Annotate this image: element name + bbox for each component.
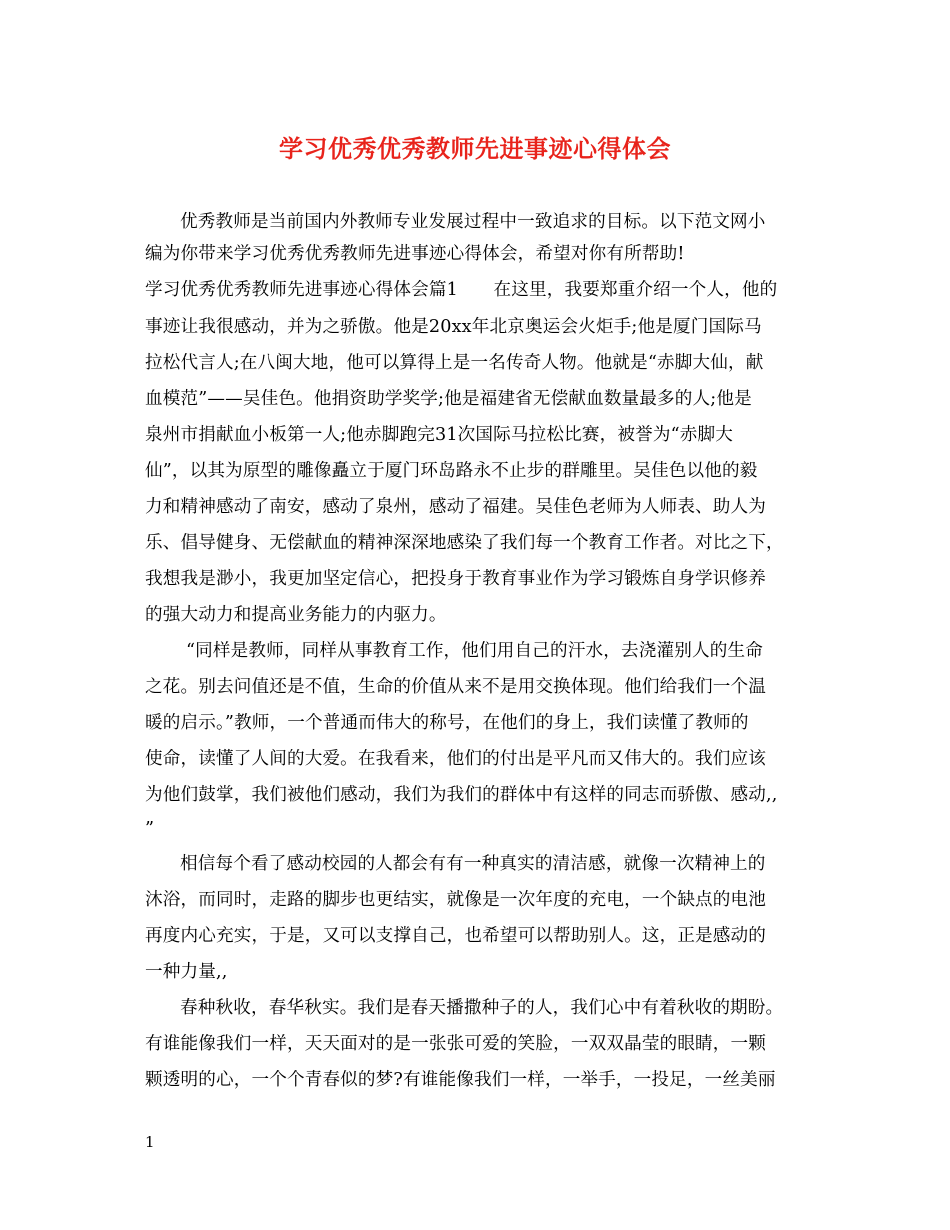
body-line: 暖的启示。”教师，一个普通而伟大的称号，在他们的身上，我们读懂了教师的	[145, 713, 749, 733]
body-line: 春种秋收，春华秋实。我们是春天播撒种子的人，我们心中有着秋收的期盼。	[180, 998, 784, 1018]
body-line: 颗透明的心，一个个青春似的梦?有谁能像我们一样，一举手，一投足，一丝美丽	[145, 1070, 776, 1090]
body-line: 乐、倡导健身、无偿献血的精神深深地感染了我们每一个教育工作者。对比之下，	[145, 533, 784, 553]
body-line: 之花。别去问值还是不值，生命的价值从来不是用交换体现。他们给我们一个温	[145, 677, 767, 697]
document-title: 学习优秀优秀教师先进事迹心得体会	[279, 134, 671, 163]
body-line: 的强大动力和提高业务能力的内驱力。	[145, 605, 447, 625]
body-line: 血模范”——吴佳色。他捐资助学奖学;他是福建省无偿献血数量最多的人;他是	[145, 389, 752, 409]
body-line: 一种力量,,	[145, 962, 228, 982]
page-number: 1	[145, 1133, 155, 1151]
body-line: 使命，读懂了人间的大爱。在我看来，他们的付出是平凡而又伟大的。我们应该	[145, 749, 767, 769]
body-line: 力和精神感动了南安，感动了泉州，感动了福建。吴佳色老师为人师表、助人为	[145, 497, 767, 517]
body-line: ”	[145, 819, 155, 839]
body-line: 泉州市捐献血小板第一人;他赤脚跑完31次国际马拉松比赛，被誉为“赤脚大	[145, 425, 733, 445]
body-line: 编为你带来学习优秀优秀教师先进事迹心得体会，希望对你有所帮助!	[145, 244, 685, 264]
body-line: 学习优秀优秀教师先进事迹心得体会篇1 在这里，我要郑重介绍一个人，他的	[145, 280, 778, 300]
body-line: 为他们鼓掌，我们被他们感动，我们为我们的群体中有这样的同志而骄傲、感动,,	[145, 785, 778, 805]
body-line: 沐浴，而同时，走路的脚步也更结实，就像是一次年度的充电，一个缺点的电池	[145, 890, 767, 910]
body-line: 再度内心充实，于是，又可以支撑自己，也希望可以帮助别人。这，正是感动的	[145, 926, 767, 946]
body-line: 我想我是渺小，我更加坚定信心，把投身于教育事业作为学习锻炼自身学识修养	[145, 569, 767, 589]
body-line: 拉松代言人;在八闽大地，他可以算得上是一名传奇人物。他就是“赤脚大仙，献	[145, 353, 764, 373]
body-line: 相信每个看了感动校园的人都会有有一种真实的清洁感，就像一次精神上的	[180, 854, 766, 874]
body-line: 仙”，以其为原型的雕像矗立于厦门环岛路永不止步的群雕里。吴佳色以他的毅	[145, 461, 758, 481]
body-line: 优秀教师是当前国内外教师专业发展过程中一致追求的目标。以下范文网小	[180, 212, 766, 232]
body-line: “同样是教师，同样从事教育工作，他们用自己的汗水，去浇灌别人的生命	[186, 641, 763, 661]
body-line: 有谁能像我们一样，天天面对的是一张张可爱的笑脸，一双双晶莹的眼睛，一颗	[145, 1034, 767, 1054]
body-line: 事迹让我很感动，并为之骄傲。他是20xx年北京奥运会火炬手;他是厦门国际马	[145, 317, 762, 337]
